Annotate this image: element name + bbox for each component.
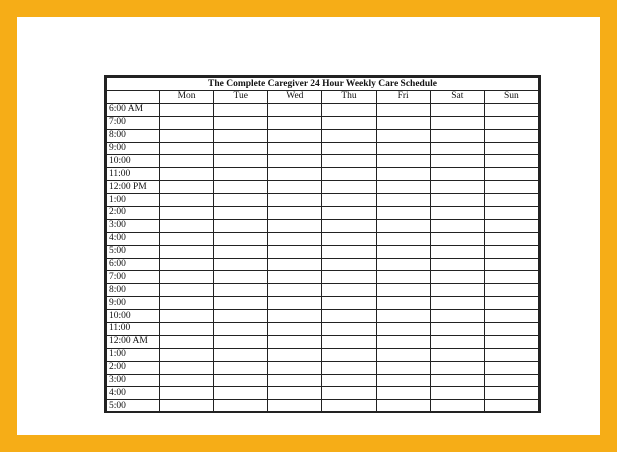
table-row bbox=[107, 284, 539, 297]
schedule-cell[interactable] bbox=[484, 284, 538, 297]
schedule-cell[interactable] bbox=[268, 374, 322, 387]
schedule-sheet bbox=[104, 75, 541, 413]
schedule-cell[interactable] bbox=[268, 219, 322, 232]
schedule-cell[interactable] bbox=[160, 207, 214, 220]
schedule-cell[interactable] bbox=[268, 348, 322, 361]
schedule-cell[interactable] bbox=[160, 181, 214, 194]
schedule-cell[interactable] bbox=[214, 103, 268, 116]
table-row bbox=[107, 374, 539, 387]
schedule-cell[interactable] bbox=[484, 400, 538, 413]
schedule-cell[interactable] bbox=[160, 194, 214, 207]
schedule-cell[interactable] bbox=[160, 335, 214, 348]
schedule-cell[interactable] bbox=[484, 335, 538, 348]
schedule-cell[interactable] bbox=[376, 297, 430, 310]
day-header: Sun bbox=[484, 91, 538, 104]
weekly-care-schedule-table bbox=[106, 77, 539, 413]
day-header: Sat bbox=[430, 91, 484, 104]
time-label: 12:00 PM bbox=[107, 181, 160, 194]
schedule-cell[interactable] bbox=[376, 387, 430, 400]
schedule-cell[interactable] bbox=[322, 129, 376, 142]
table-row bbox=[107, 168, 539, 181]
schedule-cell[interactable] bbox=[214, 323, 268, 336]
table-row bbox=[107, 361, 539, 374]
time-label: 4:00 bbox=[107, 387, 160, 400]
table-row bbox=[107, 194, 539, 207]
schedule-cell[interactable] bbox=[214, 400, 268, 413]
schedule-cell[interactable] bbox=[376, 361, 430, 374]
day-header: Tue bbox=[214, 91, 268, 104]
schedule-cell[interactable] bbox=[430, 400, 484, 413]
schedule-cell[interactable] bbox=[322, 168, 376, 181]
schedule-cell[interactable] bbox=[322, 374, 376, 387]
schedule-cell[interactable] bbox=[322, 219, 376, 232]
schedule-cell[interactable] bbox=[484, 142, 538, 155]
schedule-cell[interactable] bbox=[430, 284, 484, 297]
schedule-cell[interactable] bbox=[160, 323, 214, 336]
schedule-cell[interactable] bbox=[322, 271, 376, 284]
schedule-cell[interactable] bbox=[268, 232, 322, 245]
schedule-cell[interactable] bbox=[322, 258, 376, 271]
schedule-cell[interactable] bbox=[214, 168, 268, 181]
schedule-cell[interactable] bbox=[430, 168, 484, 181]
day-header: Thu bbox=[322, 91, 376, 104]
schedule-cell[interactable] bbox=[214, 361, 268, 374]
schedule-cell[interactable] bbox=[214, 219, 268, 232]
schedule-cell[interactable] bbox=[376, 271, 430, 284]
time-label: 10:00 bbox=[107, 310, 160, 323]
schedule-cell[interactable] bbox=[484, 361, 538, 374]
schedule-cell[interactable] bbox=[376, 103, 430, 116]
schedule-cell[interactable] bbox=[160, 168, 214, 181]
schedule-cell[interactable] bbox=[430, 103, 484, 116]
schedule-cell[interactable] bbox=[484, 310, 538, 323]
schedule-cell[interactable] bbox=[484, 348, 538, 361]
time-label: 12:00 AM bbox=[107, 335, 160, 348]
table-row bbox=[107, 323, 539, 336]
table-row bbox=[107, 297, 539, 310]
schedule-cell[interactable] bbox=[268, 245, 322, 258]
schedule-cell[interactable] bbox=[214, 387, 268, 400]
schedule-cell[interactable] bbox=[160, 271, 214, 284]
schedule-cell[interactable] bbox=[160, 155, 214, 168]
schedule-cell[interactable] bbox=[376, 168, 430, 181]
table-row bbox=[107, 219, 539, 232]
schedule-cell[interactable] bbox=[160, 400, 214, 413]
schedule-cell[interactable] bbox=[430, 335, 484, 348]
time-label: 10:00 bbox=[107, 155, 160, 168]
time-label: 5:00 bbox=[107, 400, 160, 413]
schedule-cell[interactable] bbox=[214, 129, 268, 142]
schedule-cell[interactable] bbox=[160, 232, 214, 245]
schedule-cell[interactable] bbox=[214, 142, 268, 155]
time-label: 8:00 bbox=[107, 129, 160, 142]
schedule-cell[interactable] bbox=[322, 348, 376, 361]
schedule-cell[interactable] bbox=[322, 116, 376, 129]
schedule-cell[interactable] bbox=[376, 207, 430, 220]
time-label: 2:00 bbox=[107, 361, 160, 374]
schedule-cell[interactable] bbox=[160, 310, 214, 323]
schedule-cell[interactable] bbox=[160, 361, 214, 374]
schedule-cell[interactable] bbox=[214, 258, 268, 271]
time-label: 2:00 bbox=[107, 207, 160, 220]
schedule-cell[interactable] bbox=[484, 245, 538, 258]
schedule-cell[interactable] bbox=[268, 129, 322, 142]
schedule-cell[interactable] bbox=[484, 374, 538, 387]
schedule-cell[interactable] bbox=[214, 297, 268, 310]
schedule-cell[interactable] bbox=[430, 116, 484, 129]
schedule-cell[interactable] bbox=[376, 181, 430, 194]
table-row bbox=[107, 129, 539, 142]
schedule-cell[interactable] bbox=[322, 194, 376, 207]
schedule-cell[interactable] bbox=[268, 142, 322, 155]
table-row bbox=[107, 232, 539, 245]
time-label: 11:00 bbox=[107, 323, 160, 336]
table-row bbox=[107, 258, 539, 271]
schedule-cell[interactable] bbox=[430, 310, 484, 323]
table-row bbox=[107, 271, 539, 284]
schedule-cell[interactable] bbox=[214, 335, 268, 348]
schedule-cell[interactable] bbox=[376, 245, 430, 258]
table-row bbox=[107, 245, 539, 258]
time-label: 7:00 bbox=[107, 271, 160, 284]
schedule-cell[interactable] bbox=[160, 348, 214, 361]
schedule-cell[interactable] bbox=[484, 194, 538, 207]
schedule-cell[interactable] bbox=[214, 207, 268, 220]
day-header: Fri bbox=[376, 91, 430, 104]
schedule-cell[interactable] bbox=[214, 232, 268, 245]
schedule-cell[interactable] bbox=[160, 129, 214, 142]
schedule-cell[interactable] bbox=[268, 297, 322, 310]
schedule-cell[interactable] bbox=[214, 194, 268, 207]
schedule-body bbox=[107, 103, 539, 412]
schedule-cell[interactable] bbox=[268, 103, 322, 116]
schedule-cell[interactable] bbox=[322, 323, 376, 336]
schedule-cell[interactable] bbox=[484, 181, 538, 194]
schedule-cell[interactable] bbox=[430, 129, 484, 142]
schedule-cell[interactable] bbox=[430, 258, 484, 271]
title-row bbox=[107, 78, 539, 91]
schedule-cell[interactable] bbox=[376, 348, 430, 361]
schedule-cell[interactable] bbox=[322, 181, 376, 194]
day-header: Mon bbox=[160, 91, 214, 104]
schedule-cell[interactable] bbox=[484, 258, 538, 271]
time-label: 4:00 bbox=[107, 232, 160, 245]
schedule-cell[interactable] bbox=[430, 142, 484, 155]
schedule-cell[interactable] bbox=[160, 103, 214, 116]
schedule-cell[interactable] bbox=[484, 323, 538, 336]
table-row bbox=[107, 400, 539, 413]
schedule-cell[interactable] bbox=[322, 142, 376, 155]
schedule-cell[interactable] bbox=[322, 245, 376, 258]
schedule-cell[interactable] bbox=[484, 387, 538, 400]
schedule-cell[interactable] bbox=[376, 258, 430, 271]
schedule-cell[interactable] bbox=[160, 297, 214, 310]
schedule-cell[interactable] bbox=[484, 271, 538, 284]
schedule-cell[interactable] bbox=[160, 374, 214, 387]
schedule-cell[interactable] bbox=[376, 284, 430, 297]
schedule-cell[interactable] bbox=[214, 310, 268, 323]
table-row bbox=[107, 116, 539, 129]
schedule-cell[interactable] bbox=[322, 387, 376, 400]
schedule-cell[interactable] bbox=[214, 181, 268, 194]
time-label: 9:00 bbox=[107, 142, 160, 155]
schedule-cell[interactable] bbox=[376, 323, 430, 336]
schedule-cell[interactable] bbox=[322, 361, 376, 374]
schedule-cell[interactable] bbox=[376, 219, 430, 232]
schedule-cell[interactable] bbox=[484, 155, 538, 168]
schedule-cell[interactable] bbox=[322, 207, 376, 220]
schedule-cell[interactable] bbox=[214, 155, 268, 168]
schedule-cell[interactable] bbox=[376, 374, 430, 387]
table-row bbox=[107, 387, 539, 400]
time-label: 1:00 bbox=[107, 194, 160, 207]
schedule-cell[interactable] bbox=[268, 155, 322, 168]
schedule-cell[interactable] bbox=[322, 232, 376, 245]
schedule-cell[interactable] bbox=[160, 116, 214, 129]
schedule-title: The Complete Caregiver 24 Hour Weekly Care Schedule bbox=[107, 78, 539, 91]
schedule-cell[interactable] bbox=[430, 348, 484, 361]
schedule-cell[interactable] bbox=[430, 155, 484, 168]
schedule-cell[interactable] bbox=[214, 284, 268, 297]
time-label: 9:00 bbox=[107, 297, 160, 310]
schedule-cell[interactable] bbox=[376, 400, 430, 413]
schedule-cell[interactable] bbox=[376, 116, 430, 129]
schedule-cell[interactable] bbox=[268, 310, 322, 323]
schedule-cell[interactable] bbox=[322, 400, 376, 413]
schedule-cell[interactable] bbox=[430, 194, 484, 207]
table-row bbox=[107, 103, 539, 116]
schedule-cell[interactable] bbox=[430, 232, 484, 245]
schedule-cell[interactable] bbox=[268, 181, 322, 194]
schedule-cell[interactable] bbox=[268, 271, 322, 284]
schedule-cell[interactable] bbox=[430, 245, 484, 258]
schedule-cell[interactable] bbox=[268, 207, 322, 220]
schedule-cell[interactable] bbox=[160, 284, 214, 297]
schedule-cell[interactable] bbox=[214, 348, 268, 361]
table-row bbox=[107, 348, 539, 361]
schedule-cell[interactable] bbox=[268, 168, 322, 181]
schedule-cell[interactable] bbox=[214, 245, 268, 258]
time-header bbox=[107, 91, 160, 104]
schedule-cell[interactable] bbox=[484, 103, 538, 116]
schedule-cell[interactable] bbox=[376, 129, 430, 142]
schedule-cell[interactable] bbox=[160, 219, 214, 232]
table-row bbox=[107, 142, 539, 155]
table-row bbox=[107, 155, 539, 168]
schedule-cell[interactable] bbox=[160, 387, 214, 400]
schedule-cell[interactable] bbox=[214, 116, 268, 129]
schedule-cell[interactable] bbox=[322, 310, 376, 323]
table-row bbox=[107, 207, 539, 220]
schedule-cell[interactable] bbox=[160, 258, 214, 271]
schedule-cell[interactable] bbox=[268, 323, 322, 336]
schedule-cell[interactable] bbox=[430, 297, 484, 310]
schedule-cell[interactable] bbox=[322, 103, 376, 116]
schedule-cell[interactable] bbox=[268, 335, 322, 348]
schedule-cell[interactable] bbox=[376, 194, 430, 207]
schedule-cell[interactable] bbox=[430, 207, 484, 220]
schedule-cell[interactable] bbox=[430, 361, 484, 374]
schedule-cell[interactable] bbox=[322, 284, 376, 297]
schedule-cell[interactable] bbox=[268, 258, 322, 271]
schedule-cell[interactable] bbox=[430, 387, 484, 400]
schedule-cell[interactable] bbox=[376, 310, 430, 323]
schedule-cell[interactable] bbox=[484, 168, 538, 181]
schedule-cell[interactable] bbox=[322, 155, 376, 168]
schedule-cell[interactable] bbox=[430, 374, 484, 387]
schedule-cell[interactable] bbox=[430, 323, 484, 336]
schedule-cell[interactable] bbox=[484, 232, 538, 245]
schedule-cell[interactable] bbox=[376, 155, 430, 168]
schedule-cell[interactable] bbox=[484, 297, 538, 310]
time-label: 1:00 bbox=[107, 348, 160, 361]
schedule-cell[interactable] bbox=[376, 142, 430, 155]
schedule-cell[interactable] bbox=[268, 284, 322, 297]
time-label: 5:00 bbox=[107, 245, 160, 258]
schedule-cell[interactable] bbox=[484, 207, 538, 220]
schedule-cell[interactable] bbox=[430, 219, 484, 232]
schedule-cell[interactable] bbox=[268, 361, 322, 374]
schedule-cell[interactable] bbox=[430, 181, 484, 194]
time-label: 6:00 bbox=[107, 258, 160, 271]
schedule-cell[interactable] bbox=[322, 335, 376, 348]
time-label: 8:00 bbox=[107, 284, 160, 297]
schedule-cell[interactable] bbox=[484, 116, 538, 129]
time-label: 3:00 bbox=[107, 219, 160, 232]
time-label: 3:00 bbox=[107, 374, 160, 387]
schedule-cell[interactable] bbox=[268, 116, 322, 129]
schedule-cell[interactable] bbox=[430, 271, 484, 284]
time-label: 11:00 bbox=[107, 168, 160, 181]
table-row bbox=[107, 181, 539, 194]
schedule-cell[interactable] bbox=[214, 374, 268, 387]
schedule-cell[interactable] bbox=[160, 142, 214, 155]
schedule-cell[interactable] bbox=[214, 271, 268, 284]
day-header: Wed bbox=[268, 91, 322, 104]
schedule-cell[interactable] bbox=[484, 129, 538, 142]
table-row bbox=[107, 310, 539, 323]
table-row bbox=[107, 335, 539, 348]
time-label: 7:00 bbox=[107, 116, 160, 129]
schedule-cell[interactable] bbox=[484, 219, 538, 232]
schedule-cell[interactable] bbox=[268, 194, 322, 207]
day-header-row bbox=[107, 91, 539, 104]
schedule-cell[interactable] bbox=[268, 400, 322, 413]
schedule-cell[interactable] bbox=[322, 297, 376, 310]
schedule-cell[interactable] bbox=[268, 387, 322, 400]
schedule-cell[interactable] bbox=[376, 335, 430, 348]
schedule-cell[interactable] bbox=[160, 245, 214, 258]
time-label: 6:00 AM bbox=[107, 103, 160, 116]
schedule-cell[interactable] bbox=[376, 232, 430, 245]
